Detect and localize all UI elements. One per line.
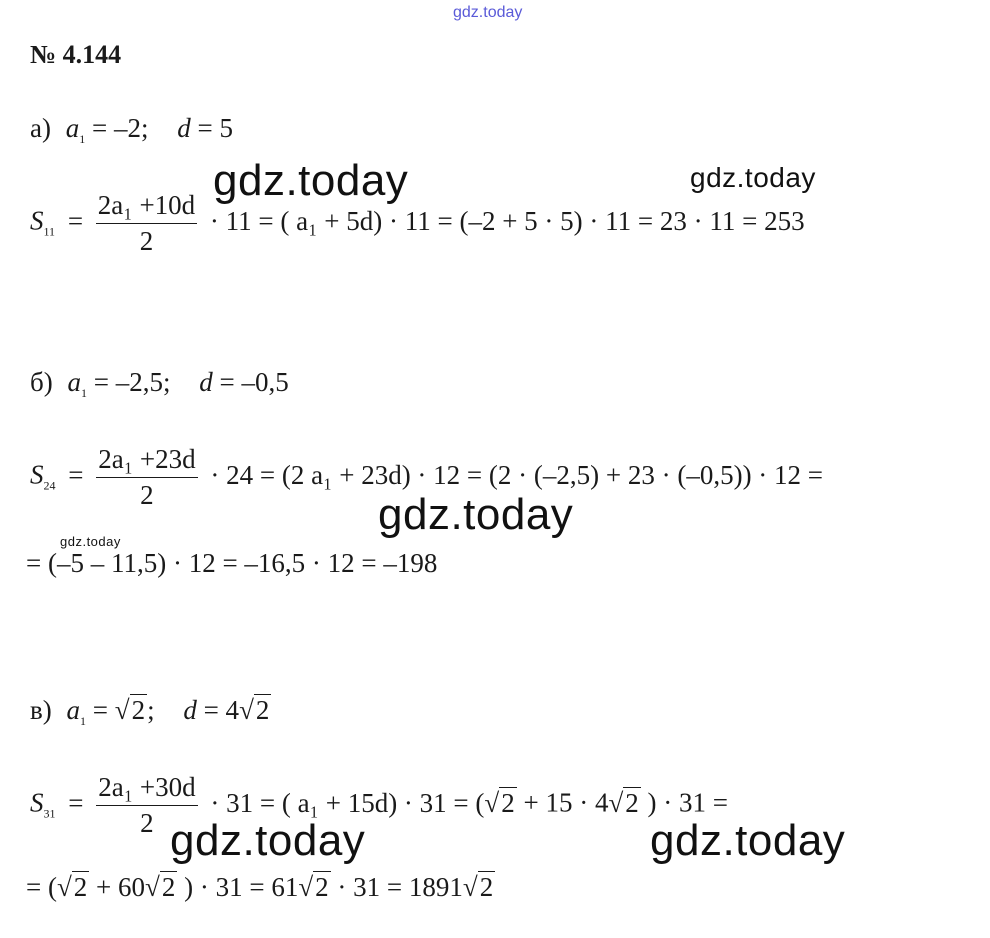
sqrt-icon: √2 bbox=[298, 872, 329, 902]
part-a-label: а) bbox=[30, 113, 51, 143]
part-c-line2-4: · 31 = 1891 bbox=[337, 872, 463, 902]
part-b-s-sub: 24 bbox=[43, 478, 56, 493]
watermark-c-left: gdz.today bbox=[170, 816, 366, 865]
part-c-d-prefix: = 4 bbox=[203, 695, 240, 725]
sqrt-icon: √2 bbox=[145, 872, 176, 902]
sqrt-icon: √2 bbox=[239, 695, 270, 725]
sqrt-icon: √2 bbox=[484, 787, 515, 818]
part-c-label: в) bbox=[30, 695, 52, 725]
part-b-fraction-den: 2 bbox=[140, 480, 154, 510]
part-c-rest-1: · 31 = ( a₁ + 15d) · 31 = ( bbox=[210, 787, 485, 818]
part-a-fraction bbox=[96, 190, 197, 257]
part-c-rest-2: + 15 · 4 bbox=[523, 787, 609, 818]
part-b-formula: $S_{24}$ = $\frac{\text{2a₁ +23d}}{2}$ · 24 = (2 a₁ + 23d) · 12 = (2 · (–2,5) + 23 · (–0,5)) · 12 = bbox=[30, 444, 824, 510]
part-c-rest-3: ) · 31 = bbox=[647, 787, 728, 818]
watermark-top: gdz.today bbox=[453, 4, 523, 21]
problem-number: № 4.144 bbox=[30, 40, 122, 69]
part-c-fraction-num: 2a₁ +30d bbox=[96, 772, 197, 806]
part-b-d-value: = –0,5 bbox=[219, 367, 289, 397]
part-b-label: б) bbox=[30, 367, 53, 397]
part-b-rest: · 24 = (2 a₁ + 23d) · 12 = (2 · (–2,5) + 23 · (–0,5)) · 12 = bbox=[210, 459, 824, 490]
part-a-s-sub: 11 bbox=[43, 224, 56, 239]
part-c-condition: в) $a_1 = √2$; d = 4√2 bbox=[30, 695, 270, 728]
part-c-line2-1: = ( bbox=[26, 872, 57, 902]
part-a-formula: $S_{11}$ = $\frac{\text{2a₁ +10d}}{2}$ · 11 = ( a₁ + 5d) · 11 = (–2 + 5 · 5) · 11 = 23 · 11 = 253 bbox=[30, 190, 805, 256]
part-a-fraction-den: 2 bbox=[139, 226, 154, 256]
sqrt-icon: √2 bbox=[56, 872, 88, 902]
sqrt-icon: √2 bbox=[462, 872, 494, 902]
part-b-a1-value: = –2,5; bbox=[93, 367, 171, 397]
part-a-rest: · 11 = ( a₁ + 5d) · 11 = (–2 + 5 · 5) · 11 = 23 · 11 = 253 bbox=[209, 205, 805, 236]
watermark-b-small: gdz.today bbox=[60, 534, 121, 549]
sqrt-icon: √2 bbox=[608, 787, 639, 818]
part-c-a1-prefix: = bbox=[92, 695, 108, 725]
watermark-b-center: gdz.today bbox=[378, 490, 574, 539]
sqrt-icon: √2 bbox=[114, 695, 146, 725]
part-a-fraction-num: 2a₁ +10d bbox=[96, 190, 197, 224]
watermark-c-right: gdz.today bbox=[650, 816, 846, 865]
part-c-line2 bbox=[26, 872, 495, 903]
watermark-a-left: gdz.today bbox=[213, 156, 409, 205]
part-a-condition: а) $a_1 = -2$; d = 5 bbox=[30, 113, 233, 146]
part-a-a1-value: = –2; bbox=[91, 113, 149, 143]
watermark-a-right: gdz.today bbox=[690, 162, 816, 193]
part-c-fraction-den: 2 bbox=[140, 808, 154, 838]
part-c-line2-3: ) · 31 = 61 bbox=[184, 872, 299, 902]
part-b-condition: б) $a_1 = -2,5$; d = –0,5 bbox=[30, 367, 289, 400]
part-b-line2: = (–5 – 11,5) · 12 = –16,5 · 12 = –198 bbox=[26, 548, 438, 578]
part-c-line2-2: + 60 bbox=[96, 872, 146, 902]
part-c-formula: $S_{31}$ = $\frac{\text{2a₁ +30d}}{2}$ · 31 = ( a₁ + 15d) · 31 = (√2 + 15 · 4√2 ) · 31 = bbox=[30, 772, 728, 838]
part-a-d-value: = 5 bbox=[197, 113, 233, 143]
part-b-fraction bbox=[96, 444, 197, 511]
part-c-s-sub: 31 bbox=[43, 806, 56, 821]
part-b-fraction-num: 2a₁ +23d bbox=[96, 444, 197, 478]
